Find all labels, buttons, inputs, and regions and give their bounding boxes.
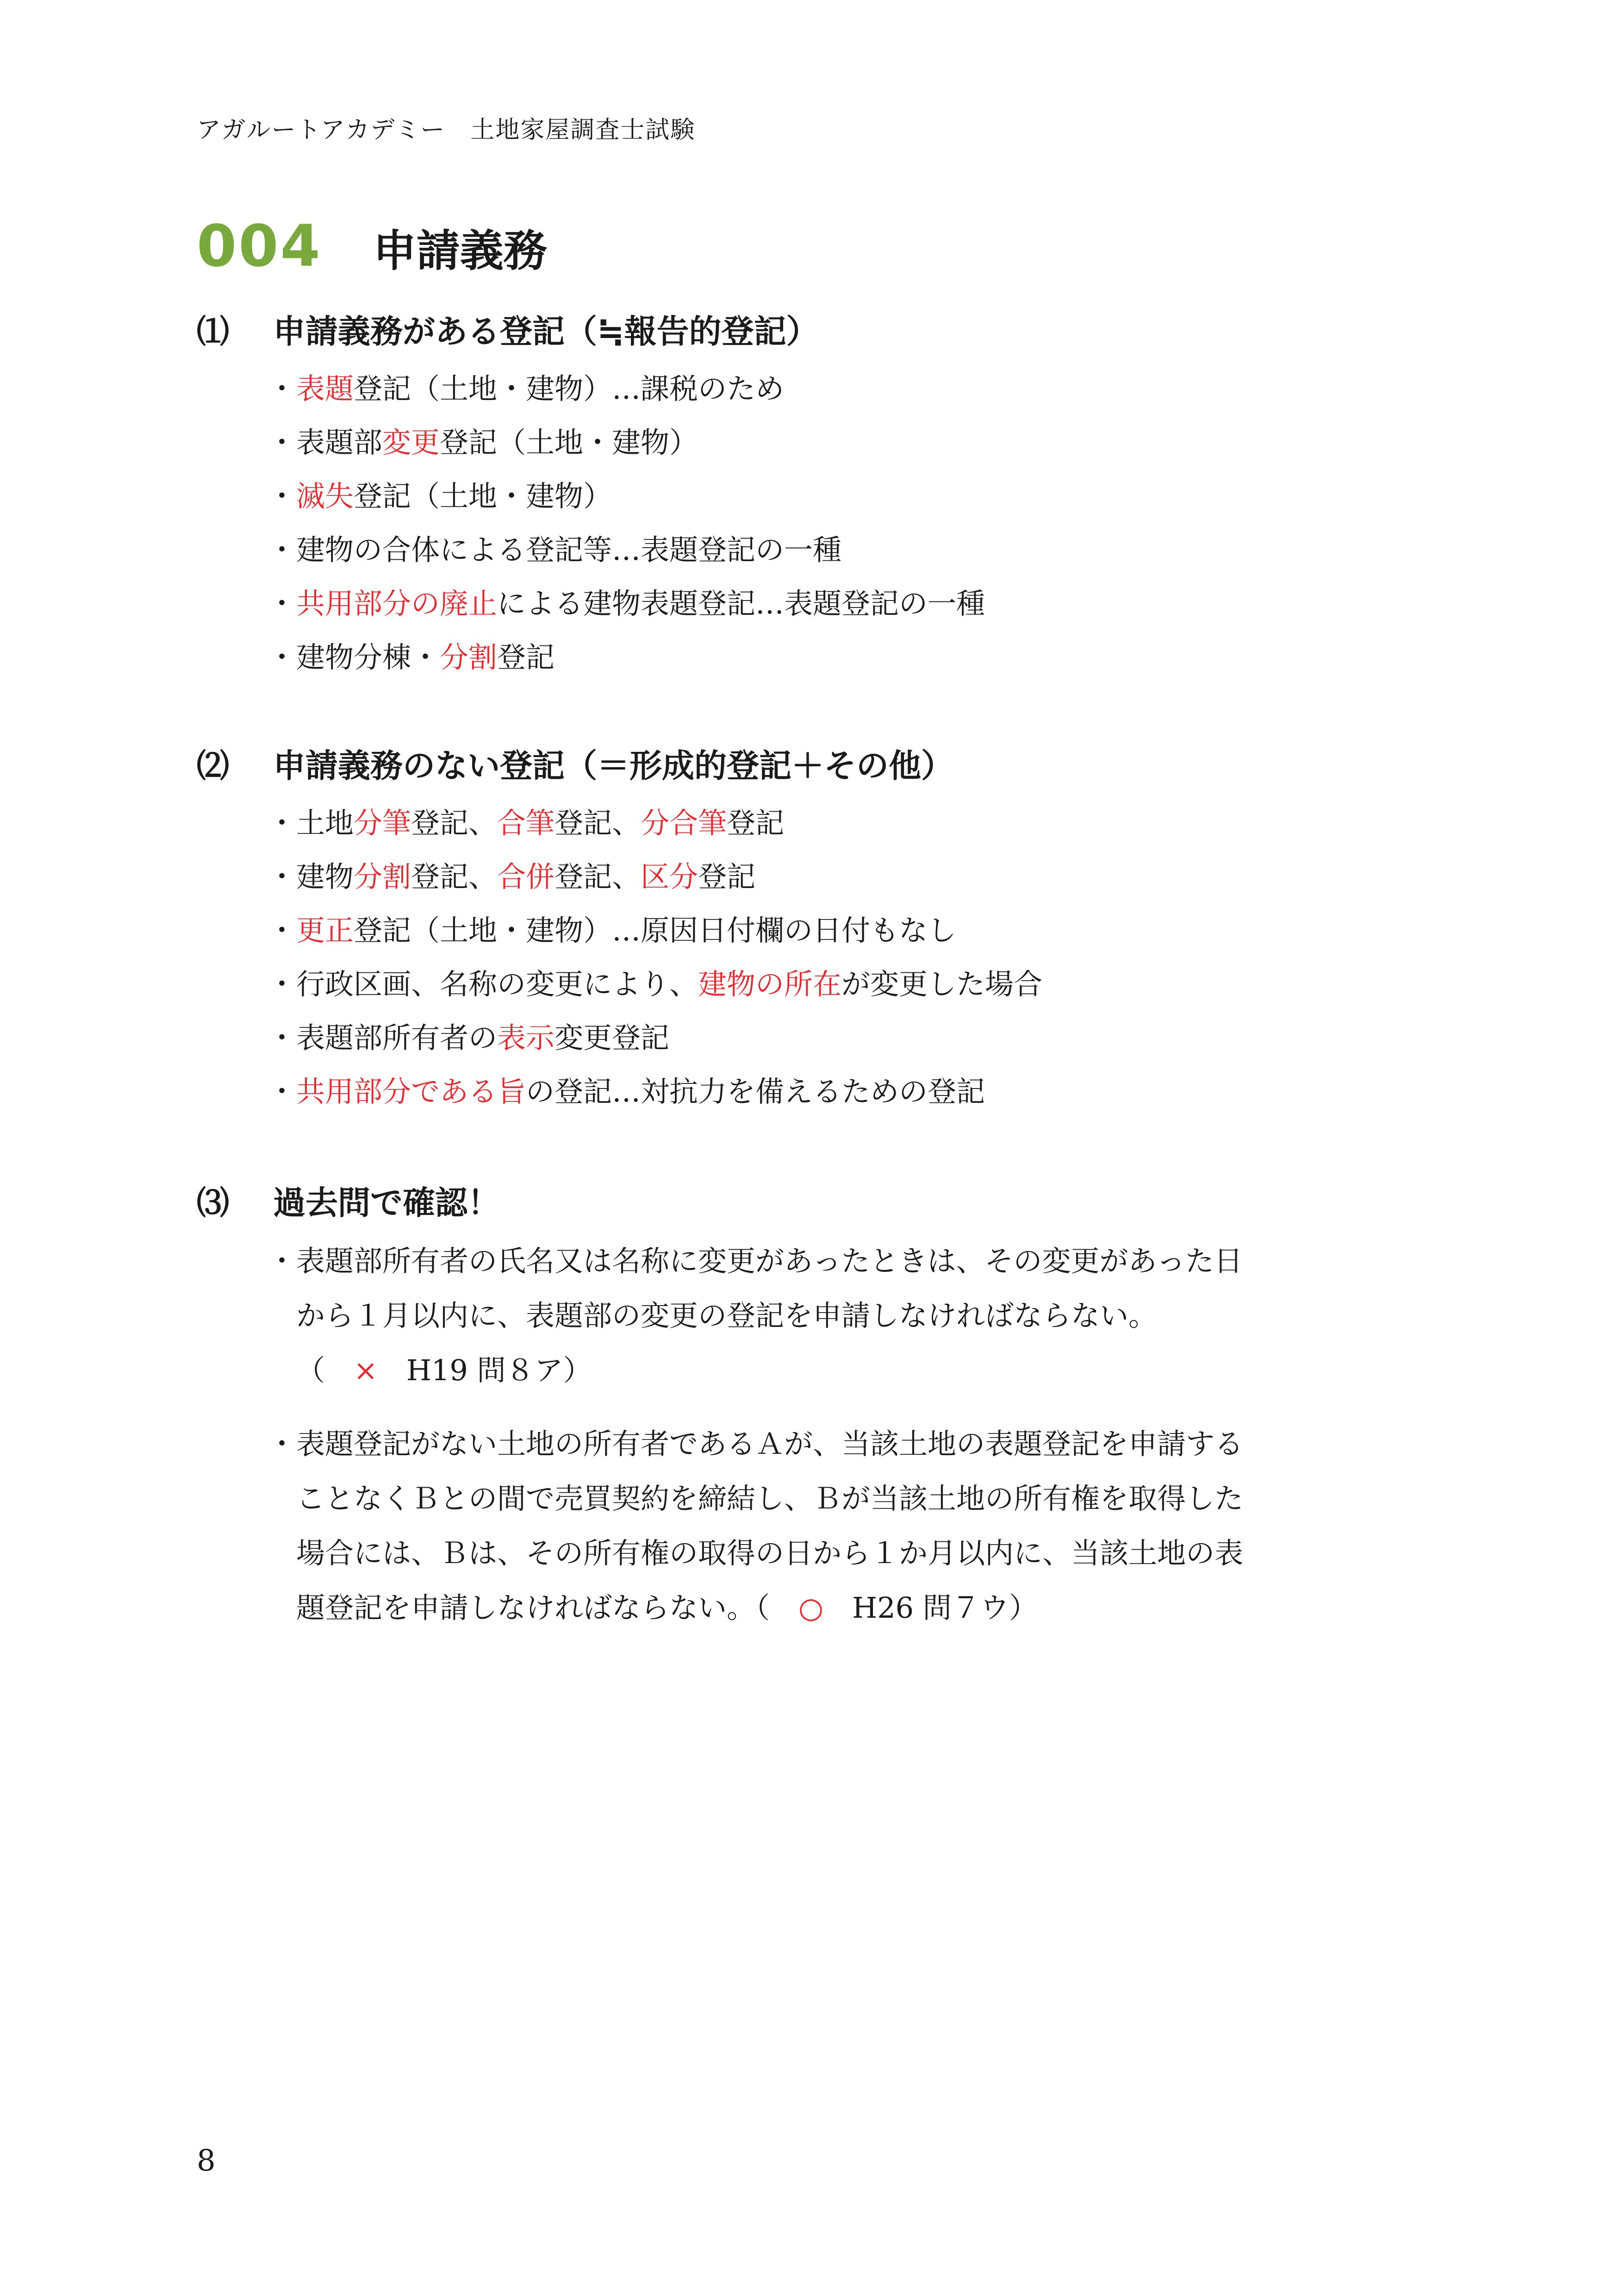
question-answer: （ × H19 問８ア）: [296, 1353, 592, 1387]
answer-mark: ○: [798, 1591, 824, 1625]
section-heading-text: 申請義務のない登記（＝形成的登記＋その他）: [273, 747, 953, 785]
running-header: アガルートアカデミー 土地家屋調査士試験: [197, 116, 696, 144]
question-text: 表題部所有者の氏名又は名称に変更があったときは、その変更があった日 から１月以内に、表題部の変更の登記を申請しなければならない。: [296, 1244, 1243, 1333]
page-number: 8: [197, 2144, 216, 2178]
section-heading-3: [197, 1177, 500, 1224]
list-item: ・共用部分の廃止による建物表題登記…表題登記の一種: [268, 587, 985, 620]
list-item: ・更正登記（土地・建物）…原因日付欄の日付もなし: [268, 913, 957, 947]
chapter-title: [197, 213, 547, 280]
question-reference: H19 問８ア）: [377, 1353, 592, 1387]
list-item: ・建物分割登記、合併登記、区分登記: [268, 860, 756, 894]
past-question-1: ・ 表題部所有者の氏名又は名称に変更があったときは、その変更があった日 から１月以内に、表題部の変更の登記を申請しなければならない。 （ × H19 問８ア）: [268, 1234, 1388, 1398]
list-item: ・滅失登記（土地・建物）: [268, 479, 612, 513]
section-heading-2: [197, 740, 953, 787]
chapter-number: 004: [197, 213, 322, 280]
section-heading-text: 過去問で確認！: [273, 1184, 500, 1222]
section-number: ⑵: [197, 747, 229, 785]
section-number: ⑴: [197, 313, 229, 350]
list-item: ・共用部分である旨の登記…対抗力を備えるための登記: [268, 1075, 985, 1108]
question-text: 表題登記がない土地の所有者であるＡが、当該土地の表題登記を申請する ことなくＢとの間で売買契約を締結し、Ｂが当該土地の所有権を取得した 場合には、Ｂは、その所有権の取得の日から１か月以内に、当該土地の表 題登記を申請しなければならない。（ ○ H26 問７ウ）: [296, 1427, 1244, 1625]
list-item: ・表題登記（土地・建物）…課税のため: [268, 372, 785, 406]
past-question-2: ・ 表題登記がない土地の所有者であるＡが、当該土地の表題登記を申請する ことなくＢとの間で売買契約を締結し、Ｂが当該土地の所有権を取得した 場合には、Ｂは、その所有権の取得の日から１か月以内に、当該土地の表 題登記を申請しなければならない。（ ○ H26 問７ウ）: [268, 1417, 1388, 1635]
question-reference: H26 問７ウ）: [823, 1591, 1038, 1625]
section-2-list: [268, 796, 1042, 1119]
list-item: ・建物の合体による登記等…表題登記の一種: [268, 533, 842, 567]
section-heading-1: [197, 306, 819, 352]
list-item: ・行政区画、名称の変更により、建物の所在が変更した場合: [268, 967, 1043, 1001]
section-1-list: [268, 362, 985, 684]
chapter-title-text: 申請義務: [373, 226, 547, 276]
section-heading-text: 申請義務がある登記（≒報告的登記）: [273, 313, 819, 350]
answer-mark: ×: [354, 1353, 378, 1387]
list-item: ・建物分棟・分割登記: [268, 640, 555, 674]
list-item: ・表題部変更登記（土地・建物）: [268, 425, 698, 459]
list-item: ・表題部所有者の表示変更登記: [268, 1021, 670, 1055]
list-item: ・土地分筆登記、合筆登記、分合筆登記: [268, 806, 785, 840]
section-number: ⑶: [197, 1184, 229, 1222]
